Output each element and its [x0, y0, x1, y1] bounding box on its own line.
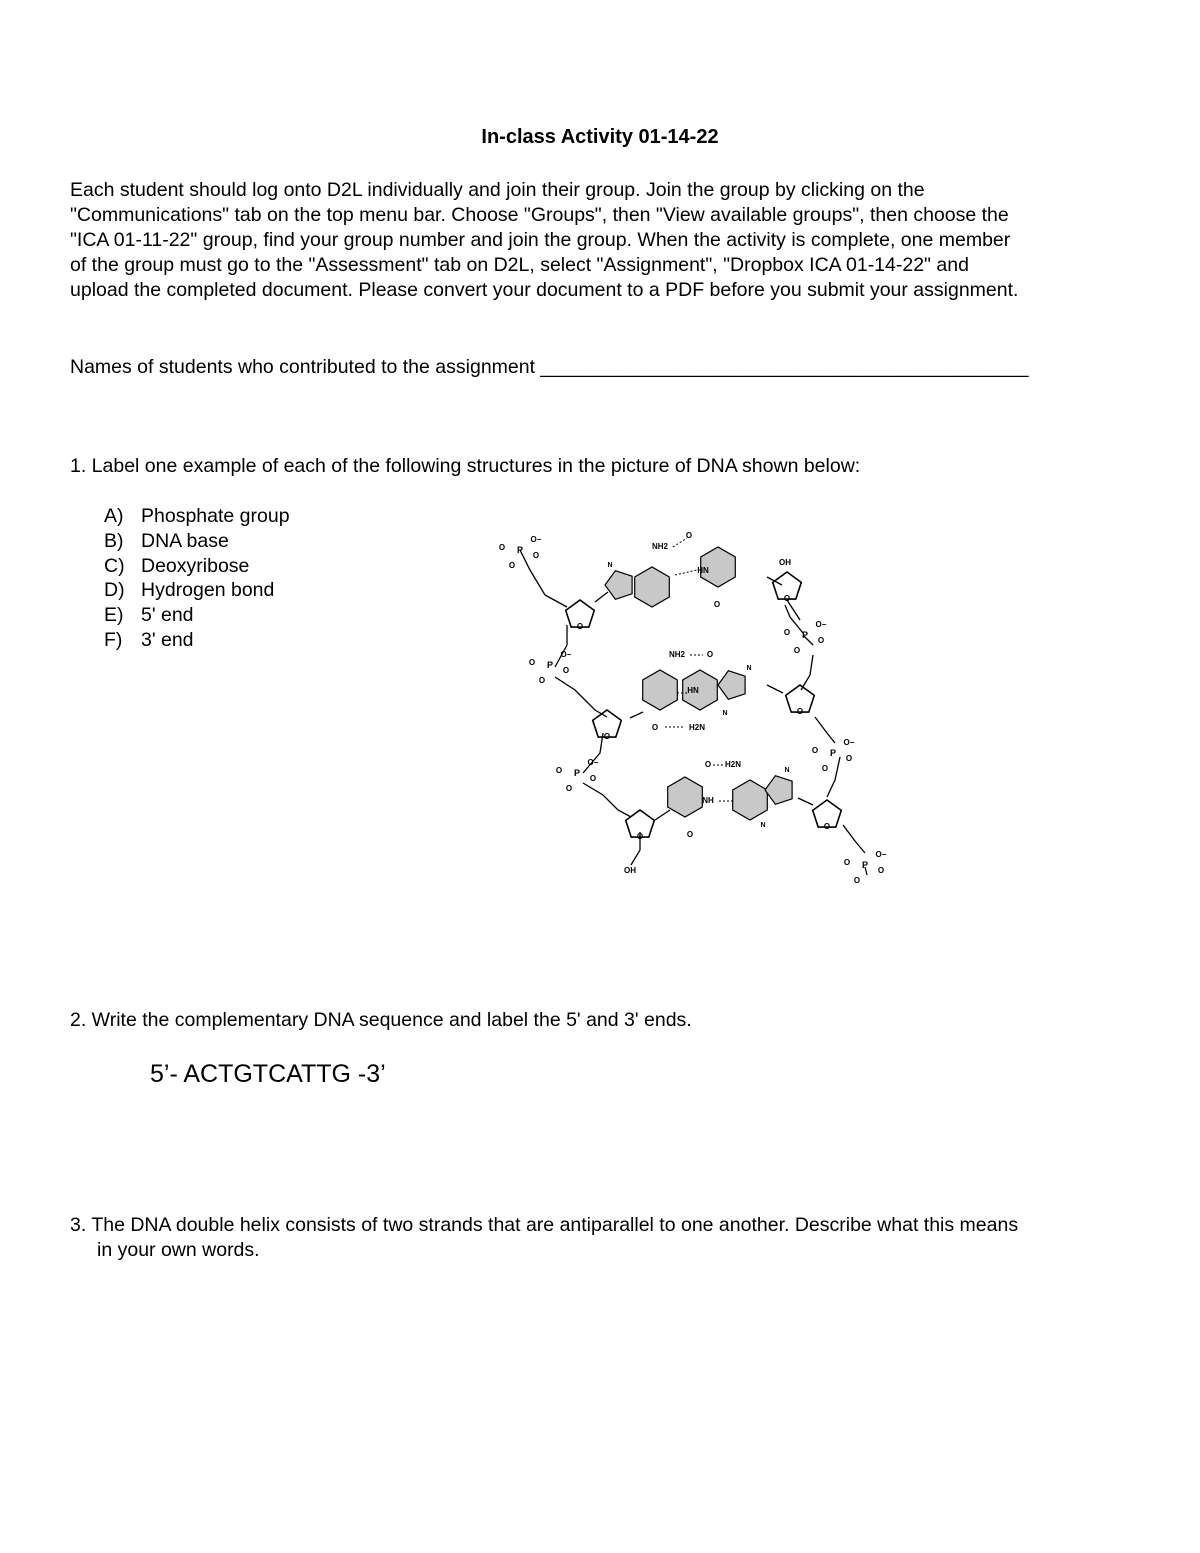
base-ring	[718, 671, 745, 700]
item-letter: D)	[104, 579, 125, 602]
phosphate-oxygen-label: O	[853, 876, 861, 885]
phosphorus-label: P	[861, 860, 869, 870]
item-label: DNA base	[141, 529, 229, 552]
item-label: Hydrogen bond	[141, 579, 275, 602]
list-item	[104, 554, 290, 579]
nitrogen-label: N	[784, 767, 790, 774]
phosphate-oxygen-label: O	[562, 666, 570, 675]
imino-label: HN	[697, 566, 709, 575]
phosphorus-label: P	[516, 545, 524, 555]
ring-oxygen-label: O	[783, 594, 791, 603]
amine-label: H2N	[724, 760, 742, 769]
dna-structure-diagram	[455, 505, 935, 920]
ring-oxygen-label: O	[603, 732, 611, 741]
phosphate-oxygen-label: O−	[530, 535, 542, 544]
phosphate-oxygen-label: O	[528, 658, 536, 667]
nitrogen-label: N	[722, 710, 728, 717]
phosphate-oxygen-label: O	[538, 676, 546, 685]
phosphate-oxygen-label: O−	[843, 738, 855, 747]
phosphorus-label: P	[801, 630, 809, 640]
list-item	[104, 603, 290, 628]
hydroxyl-label: OH	[779, 558, 791, 567]
amine-label: NH2	[668, 650, 686, 659]
nitrogen-label: N	[760, 822, 766, 829]
base-ring	[733, 780, 768, 820]
item-letter: F)	[104, 628, 123, 651]
phosphate-oxygen-label: O	[817, 636, 825, 645]
nitrogen-label: N	[607, 562, 613, 569]
phosphorus-label: P	[546, 660, 554, 670]
hydrogen-bond	[675, 570, 697, 575]
instructions-line: of the group must go to the "Assessment" tab on D2L, select "Assignment", "Dropbox ICA 01-14-22" and	[70, 254, 969, 276]
question-3-line: in your own words.	[97, 1239, 260, 1261]
instructions-line: "ICA 01-11-22" group, find your group number and join the group. When the activity is complete, one member	[70, 229, 1011, 251]
question-3	[70, 1213, 1018, 1263]
base-ring	[643, 670, 678, 710]
phosphate-oxygen-label: O	[565, 784, 573, 793]
item-letter: E)	[104, 604, 124, 627]
ring-oxygen-label: O	[636, 832, 644, 841]
base-ring	[765, 776, 792, 805]
phosphate-oxygen-label: O	[555, 766, 563, 775]
imino-label: NH	[702, 796, 714, 805]
base-ring	[635, 567, 670, 607]
phosphate-oxygen-label: O−	[815, 620, 827, 629]
phosphate-oxygen-label: O	[508, 561, 516, 570]
phosphate-oxygen-label: O	[783, 628, 791, 637]
phosphate-oxygen-label: O	[843, 858, 851, 867]
phosphate-oxygen-label: O	[589, 774, 597, 783]
instructions-line: Each student should log onto D2L individually and join their group. Join the group by clicking on the	[70, 179, 925, 201]
list-item	[104, 504, 290, 529]
phosphate-oxygen-label: O	[532, 551, 540, 560]
question-1: 1. Label one example of each of the following structures in the picture of DNA shown below:	[70, 455, 861, 477]
phosphate-oxygen-label: O	[845, 754, 853, 763]
phosphate-oxygen-label: O	[811, 746, 819, 755]
phosphate-oxygen-label: O	[498, 543, 506, 552]
instructions	[70, 178, 1140, 303]
phosphate-oxygen-label: O	[793, 646, 801, 655]
base-ring	[668, 777, 703, 817]
item-label: 5' end	[141, 604, 194, 627]
phosphate-oxygen-label: O	[821, 764, 829, 773]
list-item	[104, 628, 290, 653]
carbonyl-label: O	[706, 650, 714, 659]
imino-label: HN	[687, 686, 699, 695]
item-label: 3' end	[141, 628, 194, 651]
phosphorus-label: P	[829, 748, 837, 758]
carbonyl-label: O	[686, 830, 694, 839]
item-letter: A)	[104, 505, 124, 527]
page-title: In-class Activity 01-14-22	[481, 126, 719, 148]
item-letter: C)	[104, 554, 125, 577]
structure-list	[104, 504, 290, 653]
ring-oxygen-label: O	[576, 622, 584, 631]
question-2: 2. Write the complementary DNA sequence and label the 5' and 3' ends.	[70, 1009, 692, 1031]
base-ring	[605, 571, 632, 600]
phosphorus-label: P	[573, 768, 581, 778]
dna-sequence: 5’- ACTGTCATTG -3’	[150, 1060, 386, 1088]
item-label: Deoxyribose	[141, 554, 250, 577]
instructions-line: upload the completed document. Please convert your document to a PDF before you submit your assignment.	[70, 279, 1019, 301]
amine-label: H2N	[688, 723, 706, 732]
carbonyl-label: O	[685, 531, 693, 540]
instructions-line: "Communications" tab on the top menu bar. Choose "Groups", then "View available groups", then choose the	[70, 204, 1009, 226]
phosphate-oxygen-label: O	[877, 866, 885, 875]
question-3-line: 3. The DNA double helix consists of two strands that are antiparallel to one another. Describe what this means	[70, 1214, 1019, 1236]
ring-oxygen-label: O	[796, 707, 804, 716]
item-letter: B)	[104, 529, 124, 552]
amine-label: NH2	[651, 542, 669, 551]
phosphate-oxygen-label: O−	[587, 758, 599, 767]
phosphate-oxygen-label: O−	[560, 650, 572, 659]
ring-oxygen-label: O	[823, 822, 831, 831]
carbonyl-label: O	[704, 760, 712, 769]
list-item	[104, 529, 290, 554]
hydroxyl-label: OH	[624, 866, 636, 875]
carbonyl-label: O	[651, 723, 659, 732]
item-label: Phosphate group	[141, 505, 290, 527]
nitrogen-label: N	[746, 665, 752, 672]
phosphate-oxygen-label: O−	[875, 850, 887, 859]
list-item	[104, 578, 290, 603]
carbonyl-label: O	[713, 600, 721, 609]
student-names-prompt: Names of students who contributed to the assignment _____________________________________________	[70, 356, 1029, 378]
